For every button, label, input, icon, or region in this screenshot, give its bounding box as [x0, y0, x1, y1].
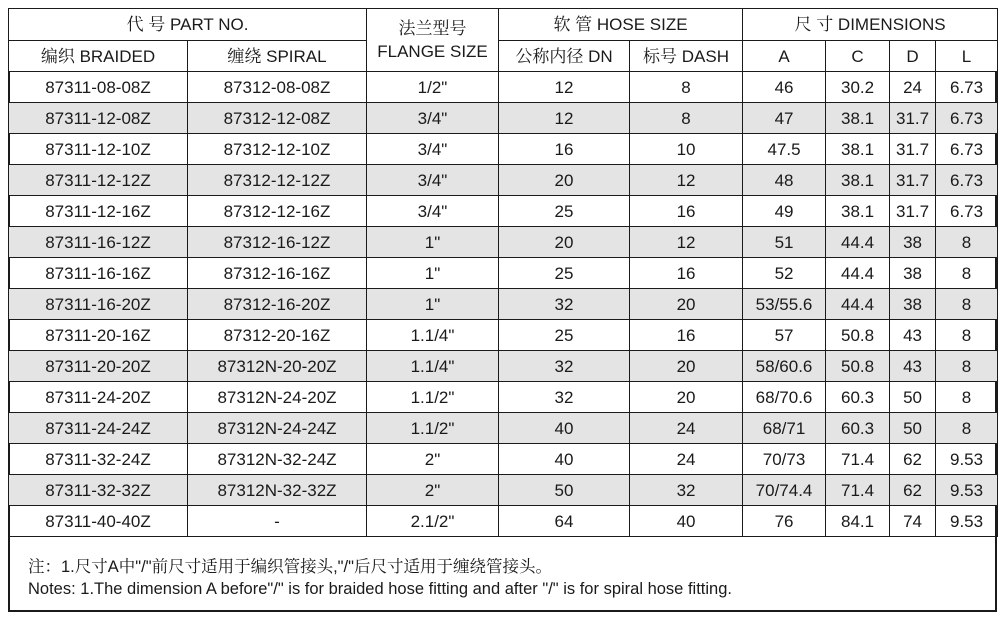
cell-dim-a: 57	[743, 320, 826, 351]
cell-flange: 2"	[367, 444, 499, 475]
cell-dash: 12	[630, 227, 743, 258]
table-row	[9, 103, 998, 134]
header-braided: 编织 BRAIDED	[9, 41, 188, 72]
cell-spiral: 87312N-24-20Z	[188, 382, 367, 413]
cell-dim-c: 44.4	[826, 227, 890, 258]
cell-dim-l: 6.73	[936, 72, 998, 103]
cell-dim-a: 49	[743, 196, 826, 227]
cell-dim-c: 60.3	[826, 413, 890, 444]
cell-flange: 1.1/2"	[367, 382, 499, 413]
cell-dim-l: 6.73	[936, 103, 998, 134]
cell-flange: 1.1/4"	[367, 351, 499, 382]
cell-dim-l: 8	[936, 351, 998, 382]
cell-braided: 87311-08-08Z	[9, 72, 188, 103]
cell-spiral: 87312-16-12Z	[188, 227, 367, 258]
cell-dim-a: 53/55.6	[743, 289, 826, 320]
table-row	[9, 165, 998, 196]
table-row	[9, 227, 998, 258]
cell-spiral: 87312-16-16Z	[188, 258, 367, 289]
cell-dim-a: 46	[743, 72, 826, 103]
cell-dim-d: 31.7	[890, 103, 936, 134]
cell-braided: 87311-12-10Z	[9, 134, 188, 165]
cell-flange: 1.1/4"	[367, 320, 499, 351]
cell-braided: 87311-12-16Z	[9, 196, 188, 227]
cell-flange: 1"	[367, 227, 499, 258]
cell-dash: 8	[630, 72, 743, 103]
cell-spiral: 87312-20-16Z	[188, 320, 367, 351]
cell-spiral: 87312-12-08Z	[188, 103, 367, 134]
cell-flange: 1.1/2"	[367, 413, 499, 444]
cell-dim-d: 38	[890, 227, 936, 258]
cell-dim-a: 48	[743, 165, 826, 196]
cell-dim-l: 8	[936, 320, 998, 351]
cell-dash: 10	[630, 134, 743, 165]
cell-spiral: 87312-08-08Z	[188, 72, 367, 103]
cell-dim-d: 74	[890, 506, 936, 537]
cell-dash: 24	[630, 413, 743, 444]
table-row	[9, 506, 998, 537]
cell-dim-d: 24	[890, 72, 936, 103]
cell-dn: 32	[499, 351, 630, 382]
cell-dim-a: 70/73	[743, 444, 826, 475]
cell-dim-c: 71.4	[826, 444, 890, 475]
cell-dash: 20	[630, 289, 743, 320]
cell-dim-d: 38	[890, 289, 936, 320]
cell-dim-d: 50	[890, 382, 936, 413]
cell-braided: 87311-24-24Z	[9, 413, 188, 444]
cell-spiral: -	[188, 506, 367, 537]
cell-dash: 40	[630, 506, 743, 537]
cell-dim-l: 9.53	[936, 444, 998, 475]
cell-braided: 87311-20-16Z	[9, 320, 188, 351]
cell-dim-c: 30.2	[826, 72, 890, 103]
table-row	[9, 444, 998, 475]
cell-flange: 3/4"	[367, 103, 499, 134]
cell-dim-c: 44.4	[826, 258, 890, 289]
header-dim-l: L	[936, 41, 998, 72]
cell-dash: 16	[630, 196, 743, 227]
cell-spiral: 87312N-32-32Z	[188, 475, 367, 506]
table-row	[9, 475, 998, 506]
cell-dim-d: 43	[890, 320, 936, 351]
cell-braided: 87311-16-12Z	[9, 227, 188, 258]
cell-dim-l: 8	[936, 289, 998, 320]
table-row	[9, 289, 998, 320]
cell-dn: 12	[499, 103, 630, 134]
header-dash: 标号 DASH	[630, 41, 743, 72]
cell-dn: 40	[499, 444, 630, 475]
header-hose-size: 软 管 HOSE SIZE	[499, 9, 743, 41]
cell-braided: 87311-20-20Z	[9, 351, 188, 382]
cell-dim-a: 51	[743, 227, 826, 258]
header-row-sub	[9, 41, 998, 72]
cell-dash: 12	[630, 165, 743, 196]
cell-flange: 1"	[367, 289, 499, 320]
header-flange-size-cn: 法兰型号	[398, 19, 467, 38]
cell-flange: 3/4"	[367, 134, 499, 165]
cell-spiral: 87312-12-16Z	[188, 196, 367, 227]
cell-dn: 25	[499, 320, 630, 351]
cell-dn: 50	[499, 475, 630, 506]
cell-dim-a: 47.5	[743, 134, 826, 165]
table-row	[9, 72, 998, 103]
cell-dim-c: 71.4	[826, 475, 890, 506]
cell-dim-c: 50.8	[826, 320, 890, 351]
cell-dim-a: 68/70.6	[743, 382, 826, 413]
cell-flange: 3/4"	[367, 196, 499, 227]
cell-dim-c: 38.1	[826, 134, 890, 165]
cell-braided: 87311-40-40Z	[9, 506, 188, 537]
cell-braided: 87311-16-20Z	[9, 289, 188, 320]
cell-spiral: 87312N-32-24Z	[188, 444, 367, 475]
cell-dash: 24	[630, 444, 743, 475]
cell-dim-l: 8	[936, 258, 998, 289]
cell-dn: 64	[499, 506, 630, 537]
cell-dim-d: 31.7	[890, 165, 936, 196]
cell-braided: 87311-32-24Z	[9, 444, 188, 475]
header-dim-d: D	[890, 41, 936, 72]
cell-dim-d: 31.7	[890, 134, 936, 165]
cell-spiral: 87312-16-20Z	[188, 289, 367, 320]
cell-flange: 1"	[367, 258, 499, 289]
cell-dim-c: 44.4	[826, 289, 890, 320]
header-flange-size-en: FLANGE SIZE	[377, 42, 488, 61]
cell-dim-c: 38.1	[826, 165, 890, 196]
cell-dim-c: 84.1	[826, 506, 890, 537]
header-row-top	[9, 9, 998, 41]
cell-flange: 3/4"	[367, 165, 499, 196]
cell-dim-l: 8	[936, 413, 998, 444]
cell-dn: 25	[499, 196, 630, 227]
table-row	[9, 413, 998, 444]
cell-dim-d: 62	[890, 444, 936, 475]
cell-dim-l: 6.73	[936, 165, 998, 196]
cell-braided: 87311-12-12Z	[9, 165, 188, 196]
cell-dash: 8	[630, 103, 743, 134]
cell-dn: 12	[499, 72, 630, 103]
cell-dim-l: 8	[936, 382, 998, 413]
cell-flange: 1/2"	[367, 72, 499, 103]
cell-dim-a: 58/60.6	[743, 351, 826, 382]
cell-braided: 87311-16-16Z	[9, 258, 188, 289]
cell-dim-a: 52	[743, 258, 826, 289]
cell-flange: 2"	[367, 475, 499, 506]
cell-dash: 32	[630, 475, 743, 506]
cell-braided: 87311-24-20Z	[9, 382, 188, 413]
table-row	[9, 134, 998, 165]
header-dim-c: C	[826, 41, 890, 72]
cell-dim-d: 43	[890, 351, 936, 382]
cell-flange: 2.1/2"	[367, 506, 499, 537]
cell-dim-c: 38.1	[826, 196, 890, 227]
cell-dim-c: 38.1	[826, 103, 890, 134]
cell-spiral: 87312-12-12Z	[188, 165, 367, 196]
cell-dn: 40	[499, 413, 630, 444]
cell-dim-a: 68/71	[743, 413, 826, 444]
cell-dash: 20	[630, 382, 743, 413]
cell-dash: 20	[630, 351, 743, 382]
cell-dim-a: 47	[743, 103, 826, 134]
cell-dim-d: 50	[890, 413, 936, 444]
cell-dn: 16	[499, 134, 630, 165]
header-dn: 公称内径 DN	[499, 41, 630, 72]
cell-dim-l: 6.73	[936, 134, 998, 165]
cell-spiral: 87312N-20-20Z	[188, 351, 367, 382]
hose-fitting-spec-table	[8, 8, 998, 537]
cell-dn: 32	[499, 382, 630, 413]
cell-braided: 87311-32-32Z	[9, 475, 188, 506]
cell-dim-l: 8	[936, 227, 998, 258]
cell-braided: 87311-12-08Z	[9, 103, 188, 134]
cell-dim-l: 6.73	[936, 196, 998, 227]
cell-spiral: 87312N-24-24Z	[188, 413, 367, 444]
cell-dim-l: 9.53	[936, 506, 998, 537]
cell-dim-a: 76	[743, 506, 826, 537]
note-chinese: 注：1.尺寸A中"/"前尺寸适用于编织管接头,"/"后尺寸适用于缠绕管接头。	[28, 558, 552, 576]
header-dim-a: A	[743, 41, 826, 72]
table-row	[9, 382, 998, 413]
table-row	[9, 258, 998, 289]
table-row	[9, 320, 998, 351]
cell-dim-d: 38	[890, 258, 936, 289]
header-spiral: 缠绕 SPIRAL	[188, 41, 367, 72]
note-english: Notes: 1.The dimension A before"/" is for braided hose fitting and after "/" is for spiral hose fitting.	[28, 580, 732, 598]
table-row	[9, 196, 998, 227]
cell-dim-a: 70/74.4	[743, 475, 826, 506]
cell-dim-d: 62	[890, 475, 936, 506]
header-flange-size	[367, 9, 499, 72]
cell-dim-l: 9.53	[936, 475, 998, 506]
cell-dim-c: 50.8	[826, 351, 890, 382]
cell-dn: 25	[499, 258, 630, 289]
cell-dn: 20	[499, 227, 630, 258]
notes-section	[28, 556, 978, 600]
cell-dash: 16	[630, 258, 743, 289]
cell-spiral: 87312-12-10Z	[188, 134, 367, 165]
header-part-no: 代 号 PART NO.	[9, 9, 367, 41]
cell-dn: 32	[499, 289, 630, 320]
table-body	[9, 72, 998, 537]
cell-dim-c: 60.3	[826, 382, 890, 413]
table-row	[9, 351, 998, 382]
cell-dn: 20	[499, 165, 630, 196]
header-dimensions: 尺 寸 DIMENSIONS	[743, 9, 998, 41]
cell-dim-d: 31.7	[890, 196, 936, 227]
cell-dash: 16	[630, 320, 743, 351]
